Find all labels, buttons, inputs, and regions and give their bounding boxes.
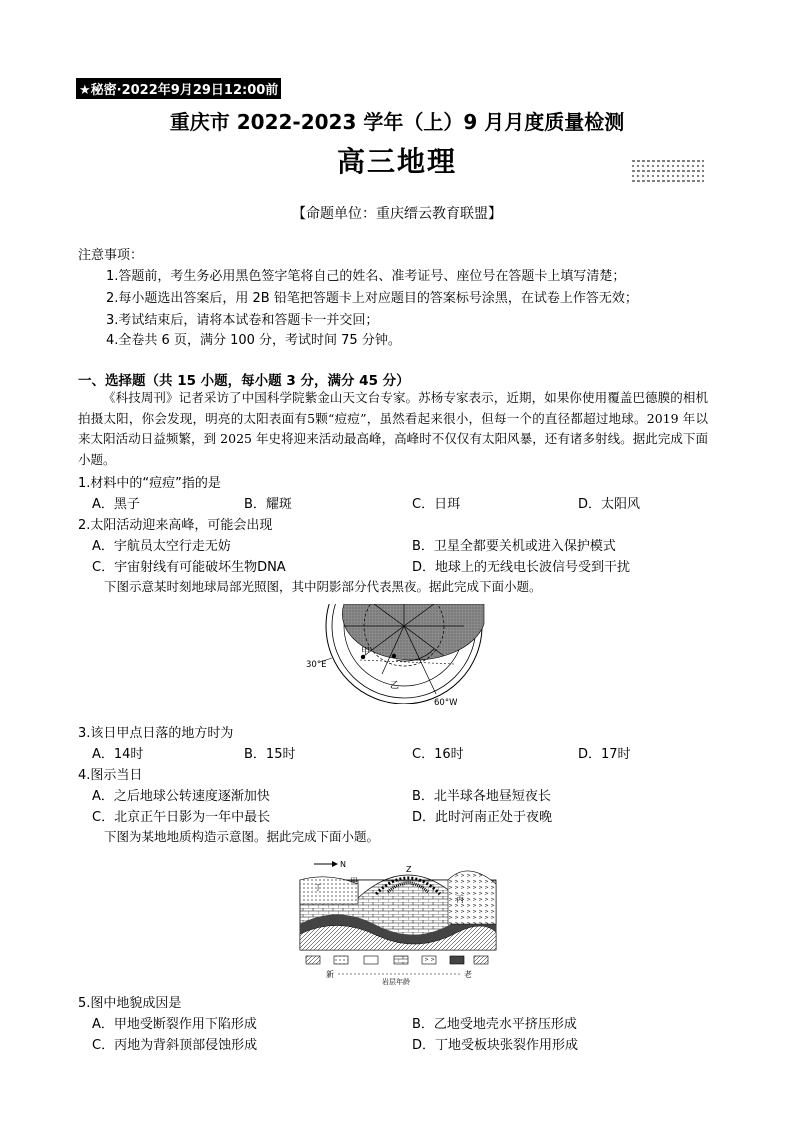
material-paragraph: 《科技周刊》记者采访了中国科学院紫金山天文台专家。苏杨专家表示，近期，如果你使用覆盖巴德膜的相机拍摄太阳，你会发现，明亮的太阳表面有5颗“痘痘”，虽然看起来很小，但每一个的直径都超过地球。2019 年以来太阳活动日益频繁，到 2025 年史将迎来活动最高峰，高峰时不仅仅有太阳风暴，还有诸多射线。据此完成下面小题。: [78, 390, 708, 467]
label-ding: 丁: [314, 883, 322, 892]
option: A．之后地球公转速度逐渐加快: [92, 789, 270, 804]
legend-swatches: [306, 956, 488, 964]
option: C．日珥: [412, 497, 461, 512]
subject-title: 高三地理: [336, 145, 457, 178]
question-stem: 4.图示当日: [78, 768, 143, 783]
decorative-stripes: [632, 158, 704, 186]
option: B．卫星全都要关机或进入保护模式: [412, 539, 616, 554]
option: D．地球上的无线电长波信号受到干扰: [412, 560, 631, 575]
figure-lead: 下图示意某时刻地球局部光照图，其中阴影部分代表黑夜。据此完成下面小题。: [104, 579, 542, 594]
label-jia2: 甲: [350, 877, 358, 886]
label-yi: 乙: [390, 681, 400, 691]
confidential-badge: ★秘密·2022年9月29日12:00前: [76, 78, 281, 99]
label-z: Z: [406, 865, 412, 874]
label-60w: 60°W: [434, 698, 458, 708]
notice-item: 3.考试结束后，请将本试卷和答题卡一并交回；: [106, 313, 379, 328]
section-title: 一、选择题（共 15 小题，每小题 3 分，满分 45 分）: [78, 373, 410, 389]
option: B．15时: [244, 747, 296, 762]
option: A．黑子: [92, 497, 140, 512]
option: A．甲地受断裂作用下陷形成: [92, 1017, 257, 1032]
geology-figure: [298, 854, 498, 986]
option: D．此时河南正处于夜晚: [412, 810, 553, 825]
unit-line: 【命题单位：重庆缙云教育联盟】: [292, 206, 502, 222]
label-bing: 丙: [456, 895, 464, 904]
option: C．北京正午日影为一年中最长: [92, 810, 271, 825]
notice-heading: 注意事项：: [78, 248, 144, 263]
legend-old: 老: [464, 970, 472, 979]
option: A．14时: [92, 747, 144, 762]
option: A．宇航员太空行走无妨: [92, 539, 231, 554]
exam-title: 重庆市 2022-2023 学年（上）9 月月度质量检测: [169, 110, 625, 134]
figure-lead: 下图为某地地质构造示意图。据此完成下面小题。: [104, 829, 380, 844]
option: C．16时: [412, 747, 464, 762]
option: B．乙地受地壳水平挤压形成: [412, 1017, 577, 1032]
question-stem: 5.图中地貌成因是: [78, 996, 182, 1011]
label-30e: 30°E: [306, 660, 327, 670]
legend-caption: 岩层年龄: [382, 978, 410, 986]
question-stem: 2.太阳活动迎来高峰，可能会出现: [78, 518, 273, 533]
notice-item: 1.答题前，考生务必用黑色签字笔将自己的姓名、准考证号、座位号在答题卡上填写清楚；: [106, 269, 626, 284]
question-stem: 1.材料中的“痘痘”指的是: [78, 476, 221, 491]
option: D．太阳风: [578, 497, 641, 512]
option: B．北半球各地昼短夜长: [412, 789, 551, 804]
notice-item: 2.每小题选出答案后，用 2B 铅笔把答题卡上对应题目的答案标号涂黑，在试卷上作答无效；: [106, 291, 638, 306]
label-jia: 甲: [361, 647, 371, 657]
option: C．宇宙射线有可能破坏生物DNA: [92, 560, 286, 575]
label-n: N: [340, 860, 346, 869]
legend-new: 新: [326, 970, 334, 979]
option: D．17时: [578, 747, 631, 762]
question-stem: 3.该日甲点日落的地方时为: [78, 726, 234, 741]
option: B．耀斑: [244, 497, 292, 512]
option: D．丁地受板块张裂作用形成: [412, 1038, 579, 1053]
notice-item: 4.全卷共 6 页，满分 100 分，考试时间 75 分钟。: [106, 333, 401, 348]
option: C．丙地为背斜顶部侵蚀形成: [92, 1038, 258, 1053]
illumination-figure: [304, 604, 494, 708]
